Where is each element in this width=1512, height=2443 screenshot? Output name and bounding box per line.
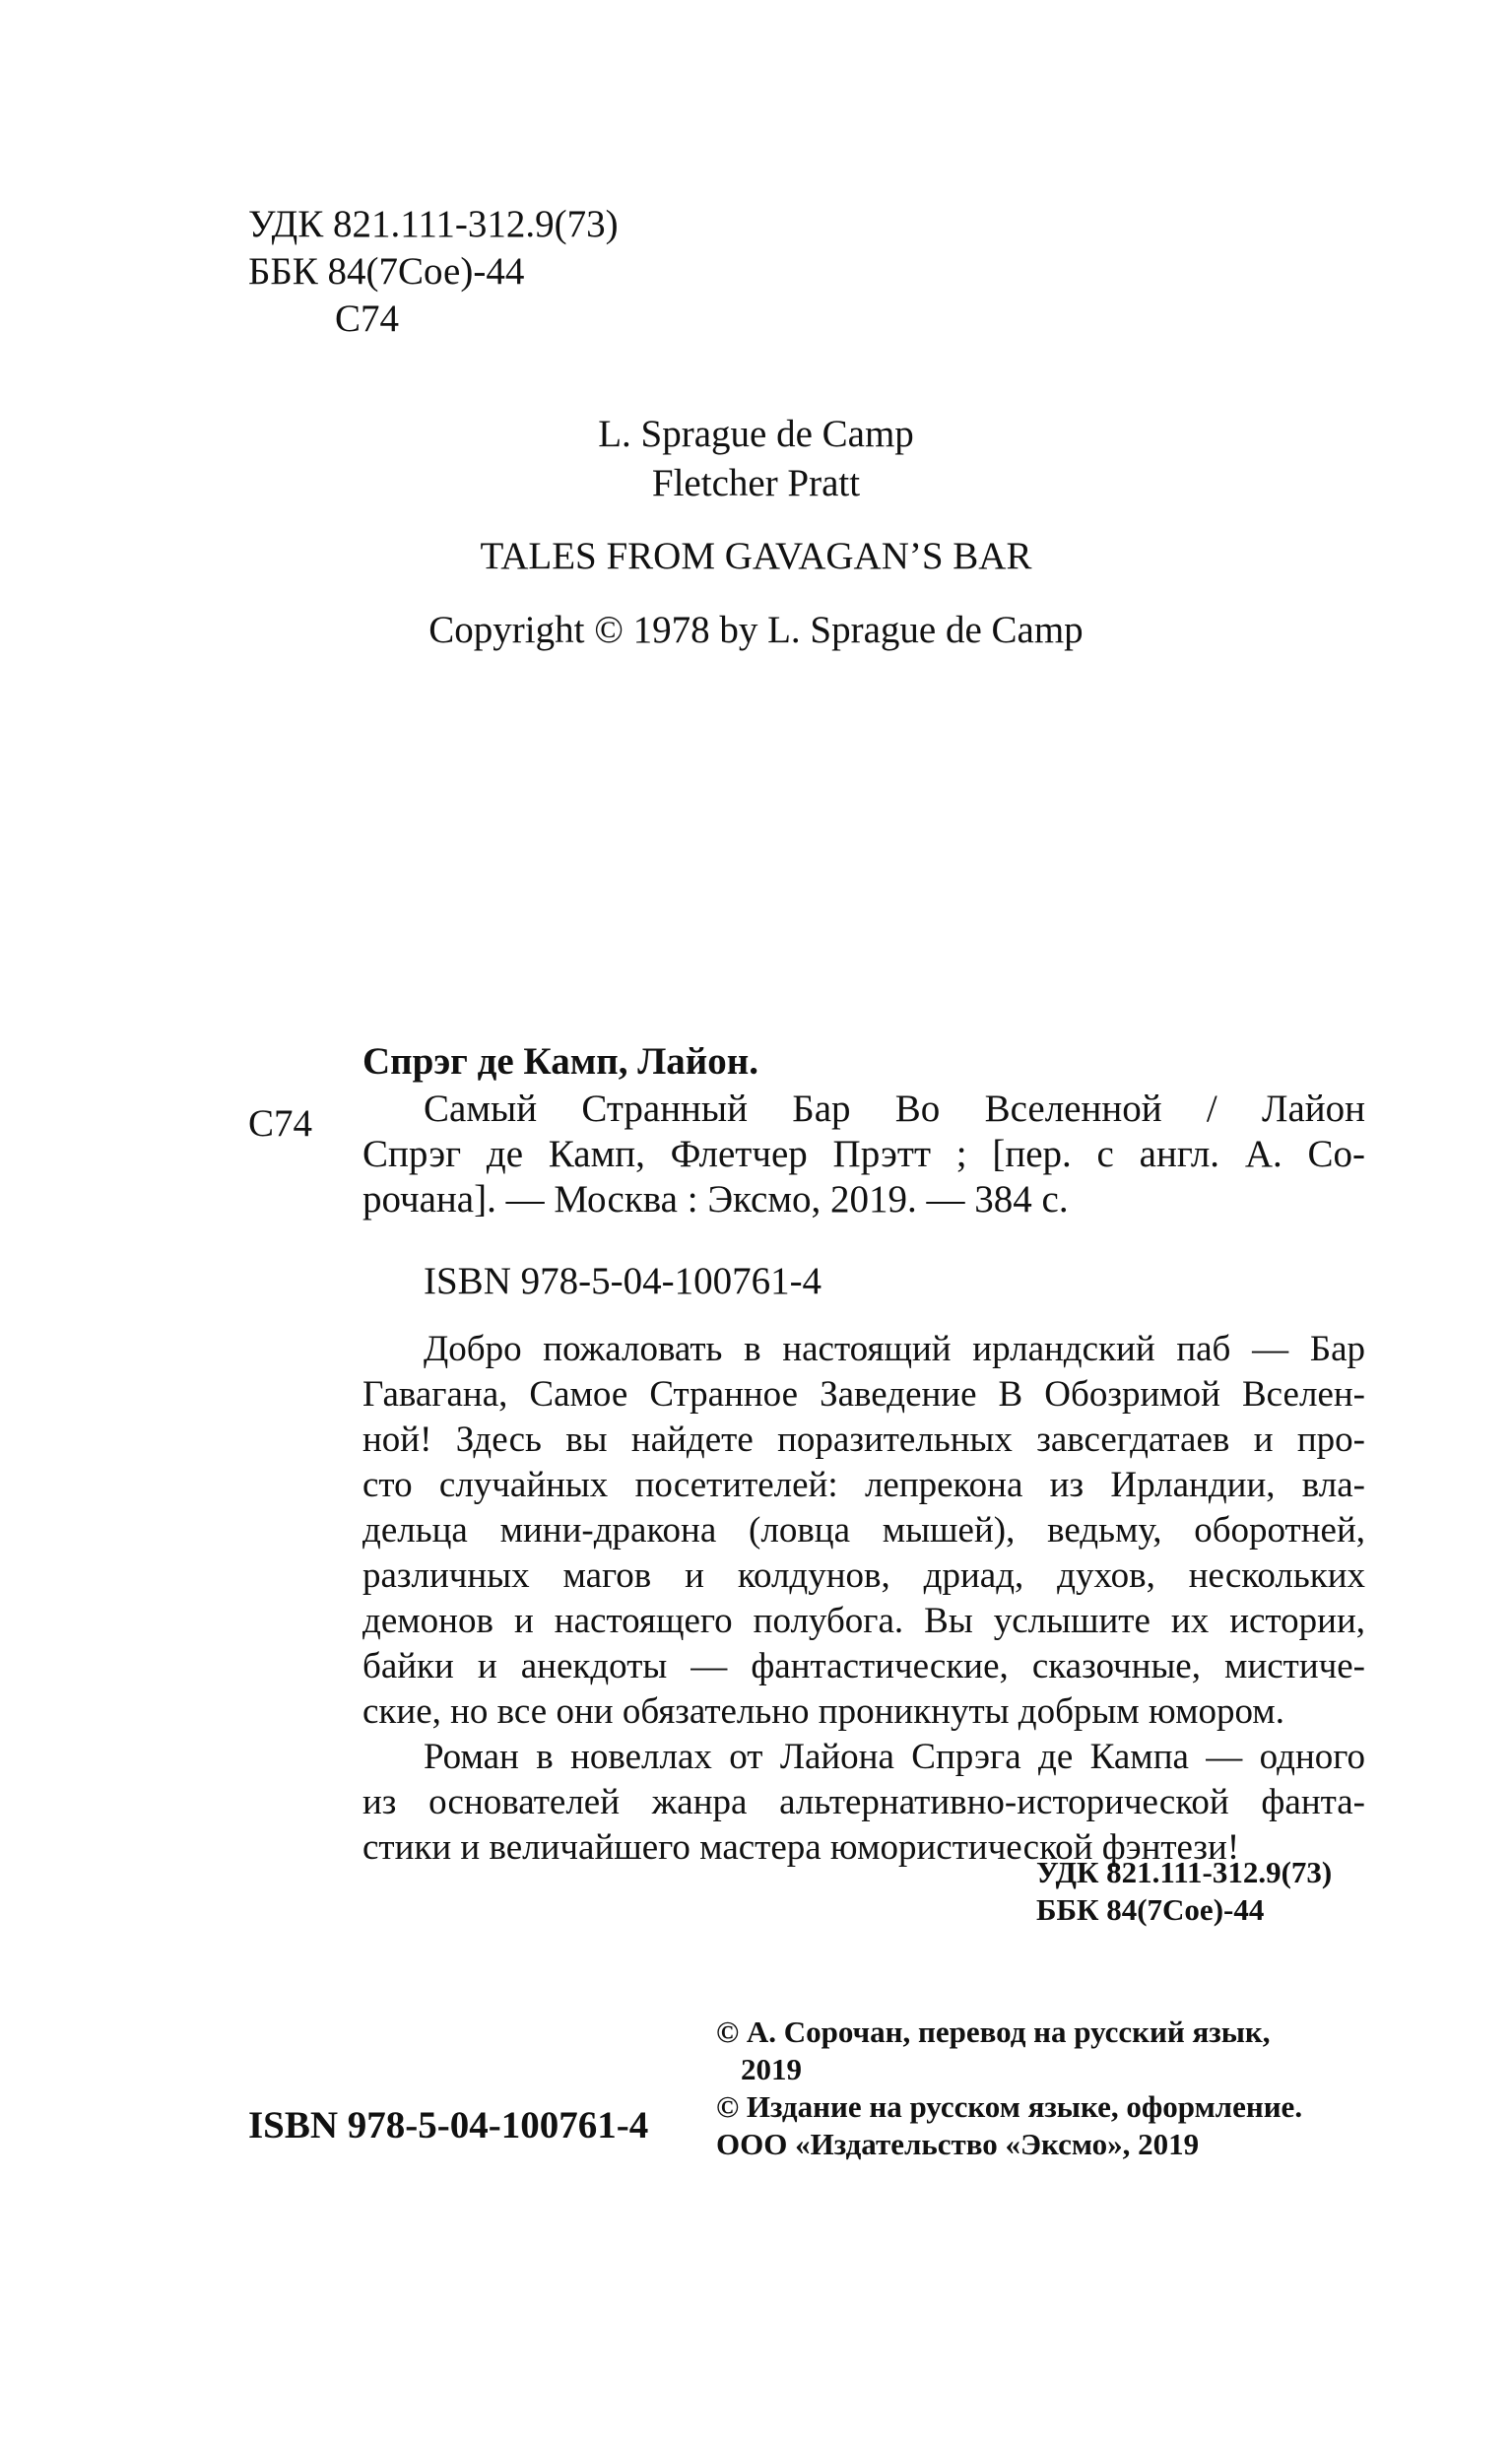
catalog-author-mark: С74 xyxy=(248,1102,313,1145)
bottom-isbn: ISBN 978-5-04-100761-4 xyxy=(248,2104,649,2146)
abstract-line: Добро пожаловать в настоящий ирландский паб — Бар xyxy=(424,1329,1365,1369)
catalog-line: Самый Странный Бар Во Вселенной / Лайон xyxy=(424,1088,1365,1130)
catalog-heading: Спрэг де Камп, Лайон. xyxy=(362,1040,758,1083)
catalog-isbn: ISBN 978-5-04-100761-4 xyxy=(424,1260,822,1302)
udk-code: УДК 821.111-312.9(73) xyxy=(248,203,619,245)
abstract-line: Гавагана, Самое Странное Заведение В Обозримой Вселен- xyxy=(362,1374,1365,1415)
abstract-line: стики и величайшего мастера юмористической фэнтези! xyxy=(362,1827,1240,1868)
original-title: TALES FROM GAVAGAN’S BAR xyxy=(480,535,1032,577)
abstract-line: демонов и настоящего полубога. Вы услышите их истории, xyxy=(362,1601,1365,1641)
original-copyright: Copyright © 1978 by L. Sprague de Camp xyxy=(428,609,1084,651)
original-author-1: L. Sprague de Camp xyxy=(598,413,914,455)
copyright-translation: © А. Сорочан, перевод на русский язык, xyxy=(716,2014,1271,2049)
copyright-translation-year: 2019 xyxy=(741,2052,802,2086)
bottom-bbk-code: ББК 84(7Сое)-44 xyxy=(1036,1892,1265,1927)
abstract xyxy=(362,1327,1365,1871)
abstract-line: различных магов и колдунов, дриад, духов, нескольких xyxy=(362,1555,1365,1596)
copyright-edition: © Издание на русском языке, оформление. xyxy=(716,2089,1303,2124)
abstract-line: из основателей жанра альтернативно-исторической фанта- xyxy=(362,1782,1365,1822)
catalog-description xyxy=(362,1087,1365,1222)
abstract-line: Роман в новеллах от Лайона Спрэга де Кампа — одного xyxy=(424,1737,1365,1777)
abstract-line: дельца мини-дракона (ловца мышей), ведьму, оборотней, xyxy=(362,1510,1365,1551)
abstract-line: сто случайных посетителей: лепрекона из Ирландии, вла- xyxy=(362,1465,1365,1505)
copyright-publisher: ООО «Издательство «Эксмо», 2019 xyxy=(716,2127,1200,2161)
bbk-code: ББК 84(7Сое)-44 xyxy=(248,250,525,293)
abstract-line: ские, но все они обязательно проникнуты добрым юмором. xyxy=(362,1691,1284,1732)
catalog-line: рочана]. — Москва : Эксмо, 2019. — 384 с. xyxy=(362,1178,1069,1221)
bottom-udk-code: УДК 821.111-312.9(73) xyxy=(1036,1855,1333,1889)
catalog-line: Спрэг де Камп, Флетчер Прэтт ; [пер. с англ. А. Со- xyxy=(362,1133,1365,1175)
original-author-2: Fletcher Pratt xyxy=(651,462,861,504)
abstract-line: байки и анекдоты — фантастические, сказочные, мистиче- xyxy=(362,1646,1365,1686)
author-mark: С74 xyxy=(335,297,400,340)
abstract-line: ной! Здесь вы найдете поразительных завсегдатаев и про- xyxy=(362,1420,1365,1460)
